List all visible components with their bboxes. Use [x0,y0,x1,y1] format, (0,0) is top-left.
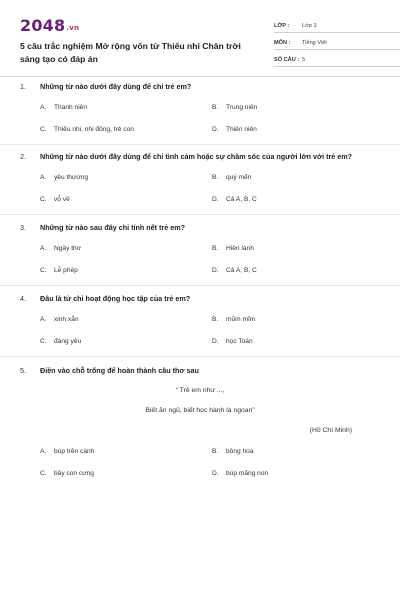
option-text: mũm mĩm [226,316,256,323]
option-d[interactable] [212,195,257,205]
option-text: bầy con cưng [54,470,94,477]
option-letter: C. [40,267,47,274]
question-separator [0,144,400,145]
option-d[interactable] [212,337,253,347]
question-4 [20,294,380,345]
question-number: 2. [20,152,26,161]
option-text: Cả A, B, C [226,267,257,274]
question-header [20,294,380,304]
option-letter: D. [212,470,219,477]
option-a[interactable] [40,103,87,113]
option-letter: D. [212,267,219,274]
question-separator [0,285,400,286]
option-text: Thiên niên [226,126,257,133]
meta-info [274,16,400,67]
meta-label: SỐ CÂU : [274,57,300,63]
option-letter: D. [212,126,219,133]
option-letter: C. [40,126,47,133]
option-text: búp măng non [226,470,269,477]
option-letter: B. [212,174,219,181]
option-letter: D. [212,196,219,203]
option-a[interactable] [40,173,88,183]
option-b[interactable] [212,244,254,254]
option-text: Hiền lành [226,245,254,252]
question-number: 3. [20,223,26,232]
option-text: Cả A, B, C [226,196,257,203]
question-number: 5. [20,366,26,375]
question-3 [20,223,380,274]
question-separator [0,356,400,357]
option-text: quý mến [226,174,252,181]
document-title: 5 câu trắc nghiệm Mở rộng vốn từ Thiếu nhi Chân trời sáng tạo có đáp án [20,41,241,64]
question-header [20,366,380,376]
question-5 [20,366,380,477]
option-letter: B. [212,104,219,111]
question-text: Điền vào chỗ trống để hoàn thành câu thơ sau [40,366,199,375]
meta-label: LỚP : [274,23,290,29]
option-b[interactable] [212,447,254,457]
option-letter: B. [212,316,219,323]
option-letter: A. [40,104,47,111]
option-d[interactable] [212,469,268,479]
option-text: Thiếu nhi, nhi đồng, trẻ con [54,126,134,133]
option-c[interactable] [40,337,81,347]
option-letter: C. [40,470,47,477]
option-letter: B. [212,448,219,455]
option-text: Lễ phép [54,267,78,274]
header-divider [0,76,400,77]
option-b[interactable] [212,315,255,325]
option-d[interactable] [212,125,257,135]
meta-row-class [274,16,400,33]
option-letter: A. [40,316,47,323]
question-text: Những từ nào dưới đây dùng để chỉ trẻ em? [40,82,192,91]
option-letter: A. [40,448,47,455]
meta-value: Tiếng Việt [302,40,327,46]
poem-line-1: “ Trẻ em như ..., [175,387,225,394]
question-text: Những từ nào dưới đây dùng để chỉ tình cảm hoặc sự chăm sóc của người lớn với trẻ em? [40,152,353,161]
option-text: vỗ về [54,196,70,203]
logo-suffix: .vn [66,24,80,32]
option-text: xinh xắn [54,316,79,323]
option-letter: C. [40,196,47,203]
option-c[interactable] [40,266,78,276]
option-a[interactable] [40,244,81,254]
question-number: 1. [20,82,26,91]
document-header [20,14,380,78]
option-c[interactable] [40,195,70,205]
meta-row-subject [274,33,400,50]
option-text: Trung niên [226,104,258,111]
question-1 [20,82,380,133]
option-letter: D. [212,338,219,345]
logo-text: 2048 [20,16,66,35]
site-logo[interactable] [20,16,79,35]
poem-author: (Hồ Chí Minh) [309,427,352,434]
option-c[interactable] [40,125,134,135]
option-text: Ngây thơ [54,245,82,252]
option-a[interactable] [40,315,79,325]
option-d[interactable] [212,266,257,276]
option-c[interactable] [40,469,94,479]
meta-value: 5 [302,57,306,63]
option-letter: B. [212,245,219,252]
question-text: Đâu là từ chỉ hoạt động học tập của trẻ em? [40,294,191,303]
poem-line-2: Biết ăn ngủ, biết học hành là ngoan” [145,407,255,414]
meta-value: Lớp 3 [302,23,317,29]
question-header [20,82,380,92]
meta-label: MÔN : [274,40,291,46]
question-number: 4. [20,294,26,303]
option-letter: A. [40,245,47,252]
option-letter: A. [40,174,47,181]
question-2 [20,152,380,203]
option-text: học Toán [226,338,253,345]
option-text: đáng yêu [54,338,82,345]
question-text: Những từ nào sau đây chỉ tính nết trẻ em? [40,223,185,232]
option-text: bông hoa [226,448,254,455]
option-text: yêu thương [54,174,89,181]
question-header [20,223,380,233]
option-text: Thanh niên [54,104,87,111]
question-header [20,152,380,162]
question-separator [0,214,400,215]
option-b[interactable] [212,103,257,113]
option-a[interactable] [40,447,94,457]
option-text: búp trên cành [54,448,95,455]
meta-row-count [274,50,400,67]
option-b[interactable] [212,173,251,183]
option-letter: C. [40,338,47,345]
